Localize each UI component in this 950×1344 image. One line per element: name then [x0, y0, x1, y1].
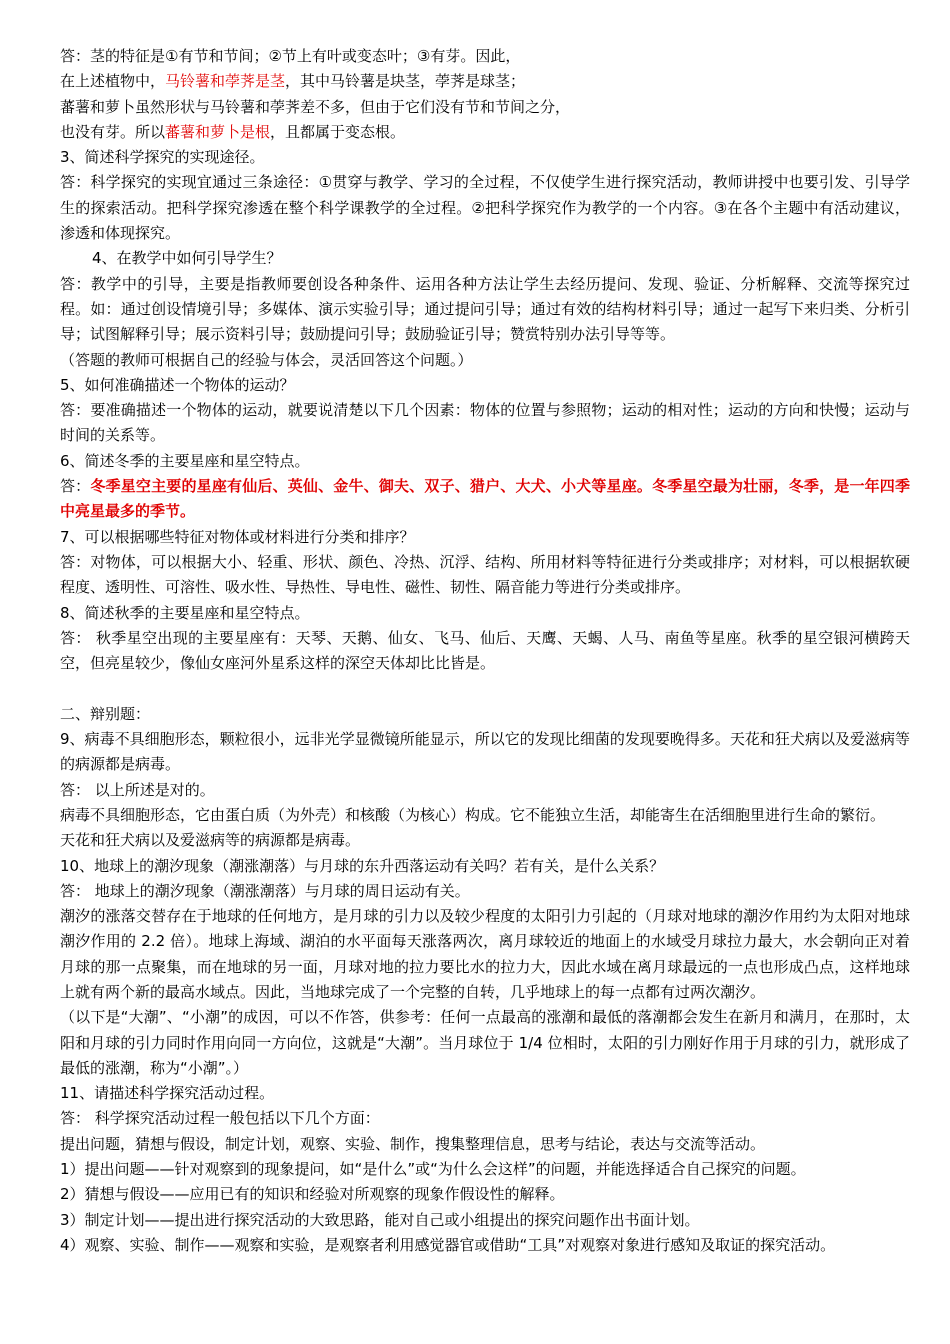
text-run: 3）制定计划——提出进行探究活动的大致思路，能对自己或小组提出的探究问题作出书面计划。 — [60, 1210, 700, 1229]
paragraph-a9b — [60, 803, 910, 828]
paragraph-q11 — [60, 1081, 910, 1106]
text-run: 3、简述科学探究的实现途径。 — [60, 148, 265, 167]
paragraph-a5 — [60, 398, 910, 449]
paragraph-q10 — [60, 854, 910, 879]
text-run: 蕃薯和萝卜虽然形状与马铃薯和荸荠差不多，但由于它们没有节和节间之分， — [60, 97, 571, 116]
paragraph-a9c — [60, 828, 910, 853]
paragraph-p4 — [60, 120, 910, 145]
text-run: 答：教学中的引导，主要是指教师要创设各种条件、运用各种方法让学生去经历提问、发现、验证、分析解释、交流等探究过程。如：通过创设情境引导；多媒体、演示实验引导；通过提问引导；通过有效的结构材料引导；通过一起写下来归类、分析引导；试图解释引导；展示资料引导；鼓励提问引导；鼓励验证引导；赞赏特别办法引导等等。 — [60, 274, 910, 344]
text-run: 答： — [60, 477, 91, 496]
text-run: 答：对物体，可以根据大小、轻重、形状、颜色、冷热、沉浮、结构、所用材料等特征进行分类或排序；对材料，可以根据软硬程度、透明性、可溶性、吸水性、导热性、导电性、磁性、韧性、隔音能力等进行分类或排序。 — [60, 552, 910, 597]
text-run: 6、简述冬季的主要星座和星空特点。 — [60, 451, 310, 470]
paragraph-a11e — [60, 1208, 910, 1233]
highlighted-text: 马铃薯和荸荠是茎 — [165, 72, 286, 91]
paragraph-q9 — [60, 727, 910, 778]
text-run: 答：茎的特征是①有节和节间；②节上有叶或变态叶；③有芽。因此， — [60, 47, 521, 65]
paragraph-q6 — [60, 449, 910, 474]
text-run: 二、辩别题： — [60, 704, 151, 723]
text-run: 答：科学探究的实现宜通过三条途径：①贯穿与教学、学习的全过程，不仅使学生进行探究活动，教师讲授中也要引发、引导学生的探索活动。把科学探究渗透在整个科学课教学的全过程。②把科学探究作为教学的一个内容。③在各个主题中有活动建议，渗透和体现探究。 — [60, 173, 910, 243]
paragraph-n4 — [60, 348, 910, 373]
text-run: 4）观察、实验、制作——观察和实验，是观察者利用感觉器官或借助“工具”对观察对象进行感知及取证的探究活动。 — [60, 1235, 836, 1254]
text-run: 提出问题，猜想与假设，制定计划，观察、实验、制作，搜集整理信息，思考与结论，表达与交流等活动。 — [60, 1134, 766, 1153]
text-run: 9、病毒不具细胞形态，颗粒很小，远非光学显微镜所能显示，所以它的发现比细菌的发现要晚得多。天花和狂犬病以及爱滋病等的病源都是病毒。 — [60, 730, 910, 774]
text-run: ，且都属于变态根。 — [270, 122, 406, 141]
paragraph-q7 — [60, 525, 910, 550]
highlighted-text: 蕃薯和萝卜是根 — [165, 122, 271, 141]
text-run: 7、可以根据哪些特征对物体或材料进行分类和排序？ — [60, 527, 415, 546]
paragraph-a8 — [60, 626, 910, 677]
text-run: 在上述植物中， — [60, 72, 166, 91]
text-run: （答题的教师可根据自己的经验与体会，灵活回答这个问题。） — [60, 350, 473, 369]
text-run: 11、请描述科学探究活动过程。 — [60, 1084, 275, 1103]
text-run: 答： 秋季星空出现的主要星座有：天琴、天鹅、仙女、飞马、仙后、天鹰、天蝎、人马、南鱼等星座。秋季的星空银河横跨天空，但亮星较少，像仙女座河外星系这样的深空天体却比比皆是。 — [60, 628, 910, 673]
text-run: 答：要准确描述一个物体的运动，就要说清楚以下几个因素：物体的位置与参照物；运动的相对性；运动的方向和快慢；运动与时间的关系等。 — [60, 401, 910, 445]
highlighted-text: 冬季星空主要的星座有仙后、英仙、金牛、御夫、双子、猎户、大犬、小犬等星座。冬季星空最为壮丽，冬季，是一年四季中亮星最多的季节。 — [60, 477, 910, 521]
text-run: 4、在教学中如何引导学生？ — [92, 249, 282, 268]
paragraph-a10 — [60, 879, 910, 904]
paragraph-a11d — [60, 1182, 910, 1207]
text-run: 答： 科学探究活动过程一般包括以下几个方面： — [60, 1109, 380, 1128]
text-run: 5、如何准确描述一个物体的运动？ — [60, 375, 295, 394]
paragraph-a4 — [60, 272, 910, 348]
paragraph-q5 — [60, 373, 910, 398]
paragraph-a7 — [60, 550, 910, 601]
paragraph-q4 — [60, 246, 910, 271]
text-run: 答： 地球上的潮汐现象（潮涨潮落）与月球的周日运动有关。 — [60, 881, 470, 900]
text-run: 病毒不具细胞形态，它由蛋白质（为外壳）和核酸（为核心）构成。它不能独立生活，却能寄生在活细胞里进行生命的繁衍。 — [60, 805, 886, 824]
paragraph-a11c — [60, 1157, 910, 1182]
text-run: ，其中马铃薯是块茎，荸荠是球茎； — [285, 72, 526, 91]
text-run: 也没有芽。所以 — [60, 122, 166, 141]
paragraph-q8 — [60, 601, 910, 626]
text-run: 天花和狂犬病以及爱滋病等的病源都是病毒。 — [60, 831, 361, 850]
text-run: 1）提出问题——针对观察到的现象提问，如“是什么”或“为什么会这样”的问题，并能选择适合自己探究的问题。 — [60, 1160, 806, 1179]
text-run: （以下是“大潮”、“小潮”的成因，可以不作答，供参考：任何一点最高的涨潮和最低的落潮都会发生在新月和满月，在那时，太阳和月球的引力同时作用向同一方向位，这就是“大潮”。当月球位于 1/4 位相时，太阳的引力刚好作用于月球的引力，就形成了最低的涨潮，称为“小潮”。） — [60, 1008, 910, 1077]
paragraph-q3 — [60, 145, 910, 170]
text-run: 10、地球上的潮汐现象（潮涨潮落）与月球的东升西落运动有关吗？若有关，是什么关系？ — [60, 856, 665, 875]
paragraph-a10c — [60, 1005, 910, 1081]
paragraph-a11f — [60, 1233, 910, 1258]
paragraph-p1 — [60, 44, 910, 69]
blank-line — [60, 676, 910, 701]
paragraph-a10b — [60, 904, 910, 1005]
paragraph-sec2 — [60, 702, 910, 727]
paragraph-a9 — [60, 778, 910, 803]
paragraph-a11 — [60, 1106, 910, 1131]
paragraph-a3 — [60, 170, 910, 246]
paragraph-a6 — [60, 474, 910, 525]
text-run: 潮汐的涨落交替存在于地球的任何地方，是月球的引力以及较少程度的太阳引力引起的（月球对地球的潮汐作用约为太阳对地球潮汐作用的 2.2 倍）。地球上海域、湖泊的水平面每天涨落两次，离月球较近的地面上的水域受月球拉力最大，水会朝向正对着月球的那一点聚集，而在地球的另一面，月球对地的拉力要比水的拉力大，因此水域在离月球最远的一点也形成凸点，这样地球上就有两个新的最高水域点。因此，当地球完成了一个完整的自转，几乎地球上的每一点都有过两次潮汐。 — [60, 907, 910, 1001]
text-run: 答： 以上所述是对的。 — [60, 780, 215, 799]
paragraph-a11b — [60, 1132, 910, 1157]
text-run: 2）猜想与假设——应用已有的知识和经验对所观察的现象作假设性的解释。 — [60, 1185, 565, 1204]
text-run: 8、简述秋季的主要星座和星空特点。 — [60, 603, 310, 622]
paragraph-p2 — [60, 69, 910, 94]
paragraph-p3 — [60, 95, 910, 120]
